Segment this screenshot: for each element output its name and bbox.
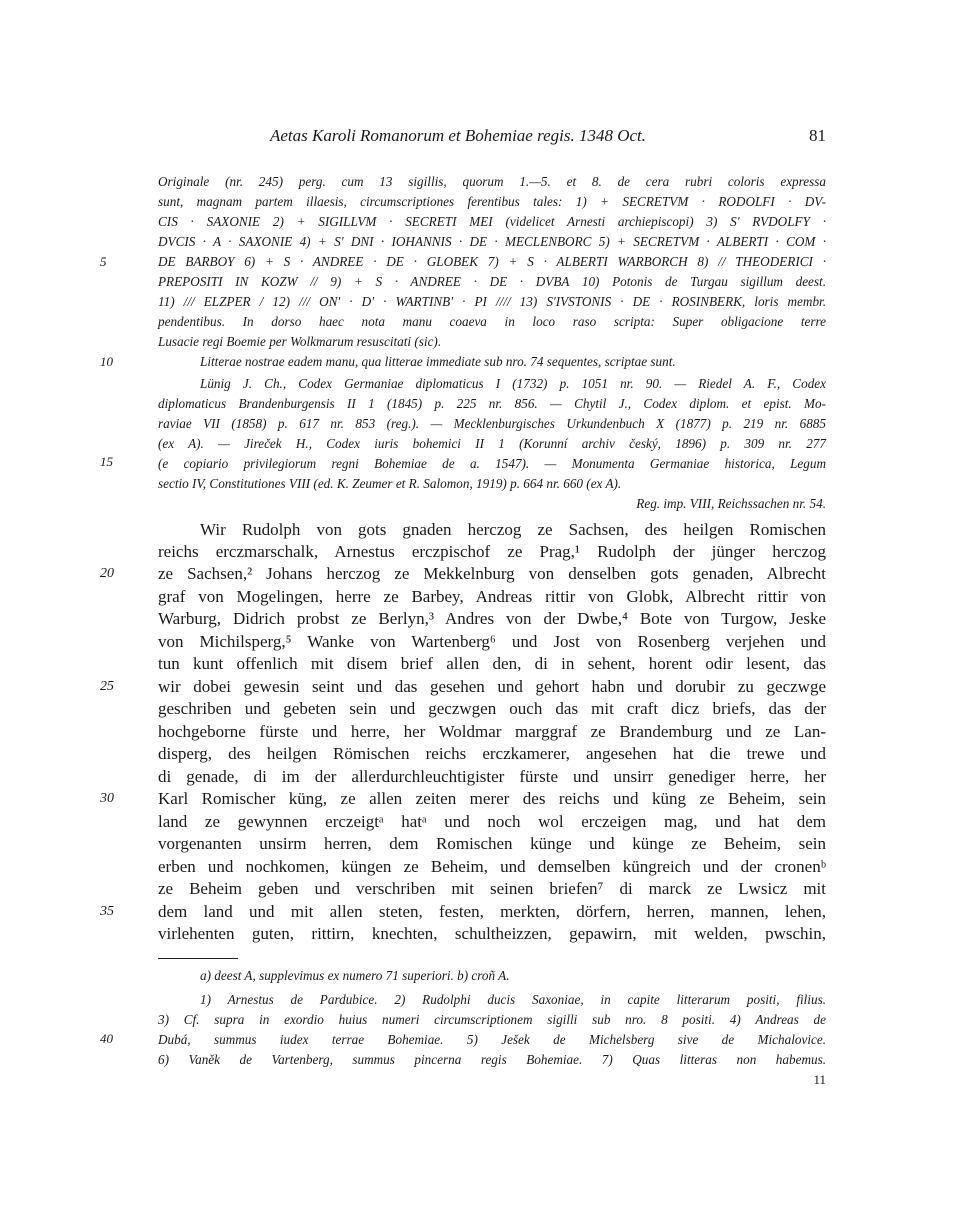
page-number: 81 xyxy=(809,126,826,145)
note-line: diplomaticus Brandenburgensis II 1 (1845) p. 225 nr. 856. — Chytil J., Codex diplom. et epist. Mo- xyxy=(158,396,826,411)
note-line: raviae VII (1858) p. 617 nr. 853 (reg.). — Mecklenburgisches Urkundenbuch X (1877) p. 219 nr. 6885 xyxy=(158,416,826,431)
footnote: 3) Cf. supra in exordio huius numeri circumscriptionem sigilli sub nro. 8 positi. 4) Andreas de xyxy=(158,1012,826,1027)
text-line: von Michilsperg,⁵ Wanke von Wartenberg⁶ und Jost von Rosenberg verjehen und xyxy=(158,632,826,651)
line-number: 20 xyxy=(100,566,114,581)
footnote: 1) Arnestus de Pardubice. 2) Rudolphi ducis Saxoniae, in capite litterarum positi, filius. xyxy=(200,992,826,1007)
footnote: a) deest A, supplevimus ex numero 71 superiori. b) croñ A. xyxy=(200,968,510,983)
note-line: CIS · SAXONIE 2) + SIGILLVM · SECRETI MEI (videlicet Arnesti archiepiscopi) 3) S' RVDOLFY · xyxy=(158,214,826,229)
signature-mark: 11 xyxy=(813,1072,826,1087)
text-line: graf von Mogelingen, herre ze Barbey, Andreas rittir von Globk, Albrecht rittir von xyxy=(158,587,826,606)
footnote: Dubá, summus iudex terrae Bohemiae. 5) Ješek de Michelsberg sive de Michalovice. xyxy=(158,1032,826,1047)
line-number: 5 xyxy=(100,254,107,269)
footnote-rule xyxy=(158,958,238,959)
note-line: pendentibus. In dorso haec nota manu coaeva in loco raso scripta: Super obligacione terre xyxy=(158,314,826,329)
running-title: Aetas Karoli Romanorum et Bohemiae regis. 1348 Oct. xyxy=(270,126,647,145)
line-number: 40 xyxy=(100,1031,113,1046)
note-line: 11) /// ELZPER / 12) /// ON' · D' · WARTINB' · PI //// 13) S'IVSTONIS · DE · ROSINBERK, loris membr. xyxy=(158,294,826,309)
text-line: reichs erczmarschalk, Arnestus erczpischof ze Prag,¹ Rudolph der jünger herczog xyxy=(158,542,826,561)
note-line: Originale (nr. 245) perg. cum 13 sigillis, quorum 1.—5. et 8. de cera rubri coloris expressa xyxy=(158,174,826,189)
text-line: geschriben und gebeten sein und geczwgen ouch das mit craft dicz briefs, das der xyxy=(158,699,826,718)
text-line: wir dobei gewesin seint und das gesehen und gehort habn und dorubir zu geczwge xyxy=(158,677,826,696)
text-line: di genade, di im der allerdurchleuchtigister fürste und unsirr genediger herre, her xyxy=(158,767,826,786)
text-line: Warburg, Didrich probst ze Berlyn,³ Andres von der Dwbe,⁴ Bote von Turgow, Jeske xyxy=(158,609,826,628)
text-line: Karl Romischer küng, ze allen zeiten merer des reichs und küng ze Beheim, sein xyxy=(158,789,826,808)
page-header xyxy=(158,126,826,150)
regest-reference: Reg. imp. VIII, Reichssachen nr. 54. xyxy=(636,496,826,511)
text-line: erben und nochkomen, küngen ze Beheim, und demselben küngreich und der cronenᵇ xyxy=(158,857,826,876)
note-line: Litterae nostrae eadem manu, qua litterae immediate sub nro. 74 sequentes, scriptae sunt. xyxy=(200,354,676,369)
note-line: Lünig J. Ch., Codex Germaniae diplomaticus I (1732) p. 1051 nr. 90. — Riedel A. F., Codex xyxy=(200,376,826,391)
line-number: 10 xyxy=(100,354,113,369)
text-line: virlehenten guten, rittirn, knechten, schultheizzen, gepawirn, mit welden, pwschin, xyxy=(158,924,826,943)
text-line: tun kunt offenlich mit disem brief allen den, di in sehent, horent odir lesent, das xyxy=(158,654,826,673)
footnote: 6) Vaněk de Vartenberg, summus pincerna regis Bohemiae. 7) Quas litteras non habemus. xyxy=(158,1052,826,1067)
line-number: 30 xyxy=(100,791,114,806)
note-line: Lusacie regi Boemie per Wolkmarum resuscitati (sic). xyxy=(158,334,442,349)
text-line: vorgenanten unsirm herren, dem Romischen künge und künge ze Beheim, sein xyxy=(158,834,826,853)
line-number: 35 xyxy=(100,904,114,919)
note-line: (ex A). — Jireček H., Codex iuris bohemici II 1 (Korunní archiv český, 1896) p. 309 nr. 277 xyxy=(158,436,826,451)
text-line: disperg, des heilgen Römischen reichs erczkamerer, angesehen hat die trewe und xyxy=(158,744,826,763)
text-line: hochgeborne fürste und herre, her Woldmar marggraf ze Brandemburg und ze Lan- xyxy=(158,722,826,741)
note-line: PREPOSITI IN KOZW // 9) + S · ANDREE · DE · DVBA 10) Potonis de Turgau sigillum deest. xyxy=(158,274,826,289)
text-line: dem land und mit allen steten, festen, merkten, dörfern, herren, mannen, lehen, xyxy=(158,902,826,921)
line-number: 15 xyxy=(100,454,113,469)
note-line: DE BARBOY 6) + S · ANDREE · DE · GLOBEK 7) + S · ALBERTI WARBORCH 8) // THEODERICI · xyxy=(158,254,826,269)
line-number: 25 xyxy=(100,679,114,694)
text-line: ze Beheim geben und verschriben mit seinen briefen⁷ di marck ze Lwsicz mit xyxy=(158,879,826,898)
text-line: land ze gewynnen erczeigtᵃ hatᵃ und noch wol erczeigen mag, und hat dem xyxy=(158,812,826,831)
note-line: (e copiario privilegiorum regni Bohemiae de a. 1547). — Monumenta Germaniae historica, Legum xyxy=(158,456,826,471)
note-line: sectio IV, Constitutiones VIII (ed. K. Zeumer et R. Salomon, 1919) p. 664 nr. 660 (ex A). xyxy=(158,476,622,491)
text-line: Wir Rudolph von gots gnaden herczog ze Sachsen, des heilgen Romischen xyxy=(200,520,826,539)
note-line: DVCIS · A · SAXONIE 4) + S' DNI · IOHANNIS · DE · MECLENBORC 5) + SECRETVM · ALBERTI · COM · xyxy=(158,234,826,249)
text-line: ze Sachsen,² Johans herczog ze Mekkelnburg von denselben gots genaden, Albrecht xyxy=(158,564,826,583)
note-line: sunt, magnam partem illaesis, circumscriptiones ferentibus tales: 1) + SECRETVM · RODOLFI · DV- xyxy=(158,194,826,209)
